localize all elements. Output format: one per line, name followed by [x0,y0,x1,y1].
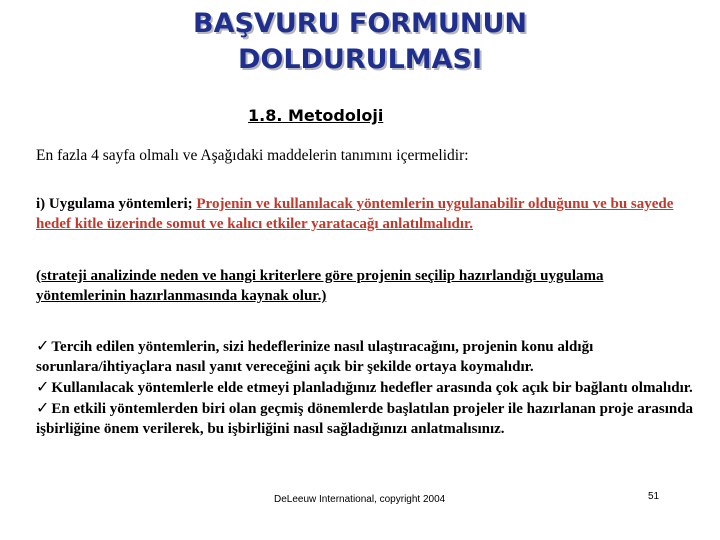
slide-title [0,6,720,78]
title-line-1: BAŞVURU FORMUNUN [193,8,527,39]
methods-paragraph [36,194,696,234]
section-subtitle: 1.8. Metodoloji [248,106,384,125]
check-text: En etkili yöntemlerden biri olan geçmiş dönemlerde başlatılan projeler ile hazırlanan proje arasında işbirliğine önem verilerek, bu işbirliğini nasıl sağladığınızı anlatmalısınız. [36,401,694,437]
check-text: Tercih edilen yöntemlerin, sizi hedeflerinize nasıl ulaştıracağını, projenin konu aldığı sorunlara/ihtiyaçlara nasıl yanıt vereceğini açık bir şekilde ortaya koymalıdır. [36,339,594,375]
checkmark-icon: ✓ [36,336,50,355]
check-item [36,336,696,377]
checkmark-icon: ✓ [36,377,50,396]
methods-label: i) Uygulama yöntemleri; [36,196,197,212]
title-line-2: DOLDURULMASI [237,44,483,75]
methods-highlight: Projenin ve kullanılacak yöntemlerin uygulanabilir olduğunu ve bu sayede hedef kitle üzerinde somut ve kalıcı etkiler yaratacağı anlatılmalıdır. [36,196,674,232]
page-number: 51 [648,491,660,502]
copyright-footer: DeLeeuw International, copyright 2004 [274,494,446,505]
check-item [36,398,696,439]
strategy-note: (strateji analizinde neden ve hangi kriterlere göre projenin seçilip hazırlandığı uygulama yöntemlerinin hazırlanmasında kaynak olur.) [36,268,604,304]
checkmark-icon: ✓ [36,398,50,417]
checklist [36,336,696,439]
intro-text: En fazla 4 sayfa olmalı ve Aşağıdaki maddelerin tanımını içermelidir: [36,147,469,164]
check-item [36,377,696,398]
check-text: Kullanılacak yöntemlerle elde etmeyi planladığınız hedefler arasında çok açık bir bağlantı olmalıdır. [51,380,693,396]
